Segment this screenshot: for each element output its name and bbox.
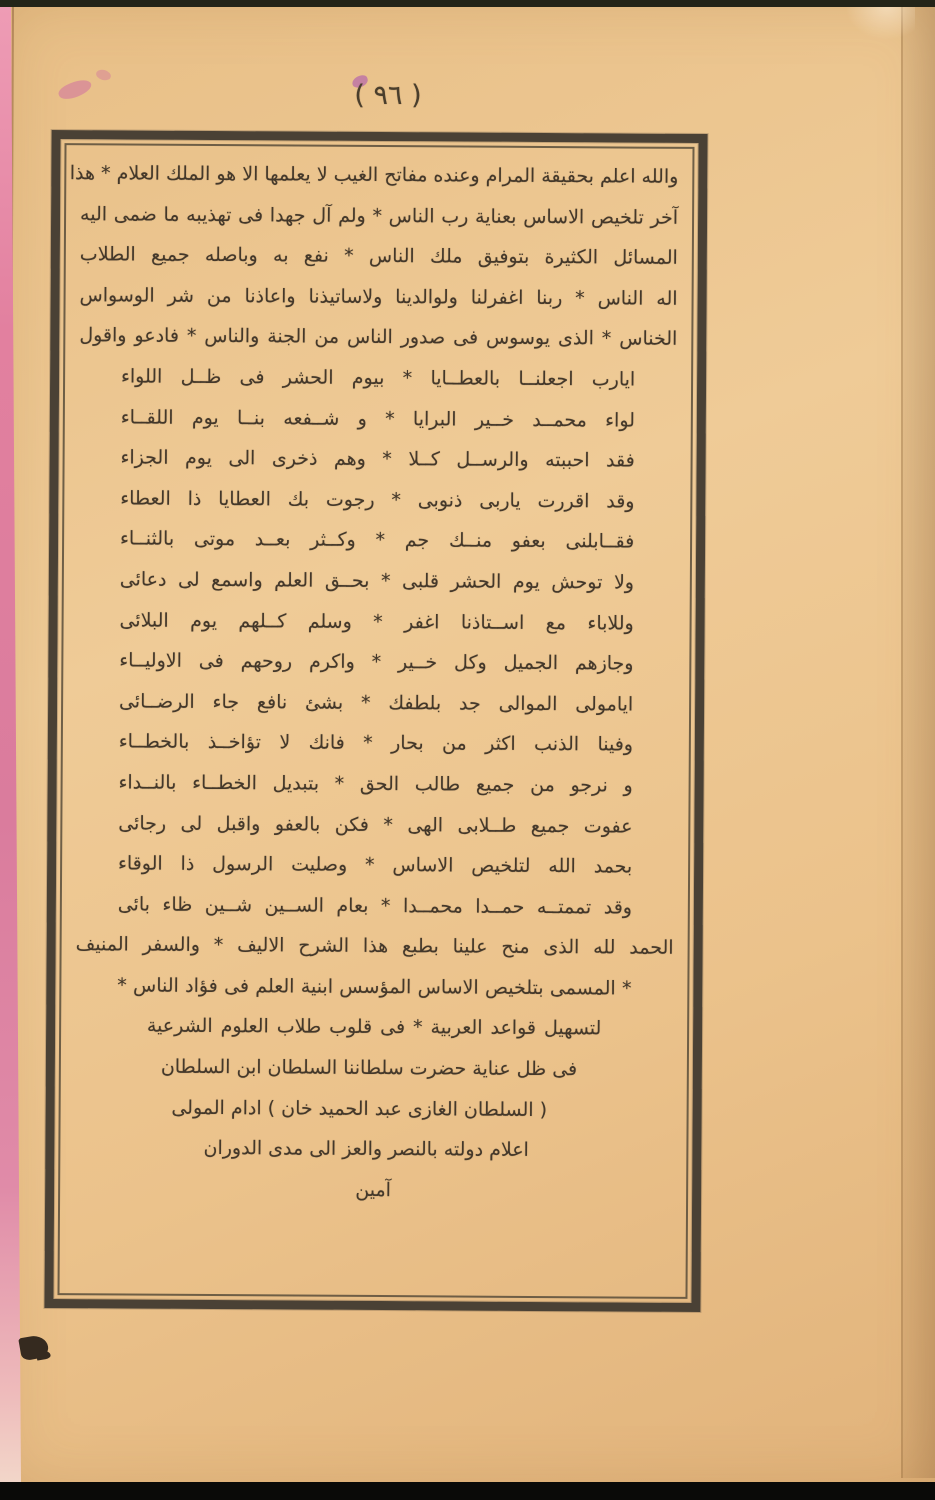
text-line: آخر تلخيص الاساس بعناية رب الناس * ولم آل جهدا فى تهذيبه ما ضمى اليه — [80, 202, 679, 229]
text-block — [69, 153, 679, 1289]
verse-line: بحمد الله لتلخيص الاساس * وصليت الرسول ذا الوقاء — [117, 852, 633, 878]
colophon-line: اعلام دولته بالنصر والعز الى مدى الدوران — [203, 1137, 529, 1162]
text-line: المسائل الكثيرة بتوفيق ملك الناس * نفع به وباصله جميع الطلاب — [79, 243, 678, 270]
verse-line: ولا توحش يوم الحشر قلبى * بحــق العلم واسمع لى دعائى — [119, 568, 635, 594]
verse-line: عفوت جميع طــلابى الهى * فكن بالعفو واقبل لى رجائى — [118, 811, 633, 838]
text-line: والله اعلم بحقيقة المرام وعنده مفاتح الغيب لا يعلمها الا هو الملك العلام * هذا — [69, 162, 679, 188]
verse-line: ايامولى الموالى جد بلطفك * بشئ نافع جاء الرضــائى — [118, 690, 634, 716]
scan-edge-bottom — [0, 1482, 935, 1500]
verse-line: وفينا الذنب اكثر من بحار * فانك لا تؤاخــذ بالخطــاء — [118, 730, 634, 756]
page-number: ( ٩٦ ) — [354, 80, 422, 111]
verse-line: فقد احببته والرســل كــلا * وهم ذخرى الى يوم الجزاء — [120, 446, 635, 472]
text-line: الحمد لله الذى منح علينا بطبع هذا الشرح الاليف * والسفر المنيف — [75, 933, 674, 960]
verse-line: و نرجو من جميع طالب الحق * بتبديل الخطــاء بالنــداء — [118, 771, 633, 797]
verse-line: فقــابلنى بعفو منــك جم * وكــثر بعــد موتى بالثنــاء — [119, 527, 635, 553]
colophon-line: ( السلطان الغازى عبد الحميد خان ) ادام المولى — [171, 1096, 548, 1121]
verse-line: ايارب اجعلنــا بالعطــايا * بيوم الحشر فى ظــل اللواء — [120, 365, 636, 391]
text-line: * المسمى بتلخيص الاساس المؤسس ابنية العلم فى فؤاد الناس * — [117, 974, 632, 1000]
amen-line: آمين — [355, 1178, 392, 1201]
page-right-shadow — [903, 6, 935, 1478]
page-corner-curl — [845, 6, 915, 40]
text-line: اله الناس * ربنا اغفرلنا ولوالدينا ولاساتيذنا واعاذنا من شر الوسواس — [79, 283, 678, 310]
colophon-line: فى ظل عناية حضرت سلطاننا السلطان ابن السلطان — [160, 1055, 578, 1081]
verse-line: وللاباء مع اســتاذنا اغفر * وسلم كــلهم يوم البلائى — [119, 608, 634, 635]
text-line: الخناس * الذى يوسوس فى صدور الناس من الجنة والناس * فادعو واقول — [79, 324, 678, 351]
scan-edge-top — [0, 0, 935, 7]
verse-line: وجازهم الجميل وكل خــير * واكرم روحهم فى الاوليــاء — [119, 649, 634, 675]
verse-line: وقد تممتــه حمــدا محمــدا * بعام الســين شــين ظاء بائى — [117, 893, 633, 919]
verse-line: لواء محمــد خــير البرايا * و شــفعه بنــا يوم اللقــاء — [120, 405, 636, 432]
decorative-text-frame — [44, 130, 707, 1312]
verse-line: وقد اقررت ياربى ذنوبى * رجوت بك العطايا ذا العطاء — [120, 487, 635, 513]
colophon-line: لتسهيل قواعد العربية * فى قلوب طلاب العلوم الشرعية — [146, 1015, 602, 1040]
